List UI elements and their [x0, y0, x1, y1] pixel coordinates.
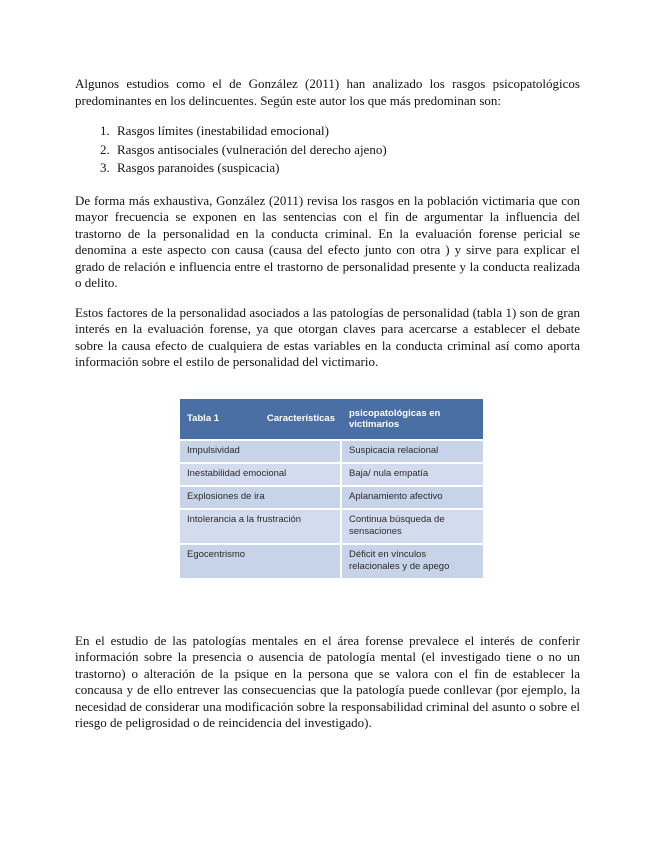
table-cell-victim-trait: Suspicacia relacional — [342, 441, 483, 464]
table-cell-victim-trait: Continua búsqueda de sensaciones — [342, 510, 483, 545]
paragraph-factors: Estos factores de la personalidad asociados a las patologías de personalidad (tabla 1) son de gran interés en la evaluación forense, ya que otorgan claves para acercarse a establecer el debate sobre la causa efecto de cualquiera de estas variables en la conducta criminal así como aporta información sobre el estilo de personalidad del victimario. — [75, 304, 580, 369]
trait-item-antisociales: 2. Rasgos antisociales (vulneración del derecho ajeno) — [113, 141, 580, 160]
table-row — [180, 510, 483, 545]
tabla-1-block — [180, 399, 483, 580]
tabla-1 — [180, 399, 483, 580]
table-header-row — [180, 399, 483, 441]
table-cell-characteristic: Impulsividad — [180, 441, 342, 464]
table-cell-victim-trait: Déficit en vínculos relacionales y de apego — [342, 545, 483, 580]
table-cell-characteristic: Inestabilidad emocional — [180, 464, 342, 487]
table-row — [180, 441, 483, 464]
table-cell-characteristic: Intolerancia a la frustración — [180, 510, 342, 545]
traits-list — [75, 122, 580, 178]
table-row — [180, 487, 483, 510]
table-header-left-cell — [180, 399, 342, 441]
table-cell-characteristic: Explosiones de ira — [180, 487, 342, 510]
trait-item-limites: 1. Rasgos límites (inestabilidad emocional) — [113, 122, 580, 141]
table-header-col2: psicopatológicas en victimarios — [342, 399, 483, 441]
paragraph-forensic: En el estudio de las patologías mentales en el área forense prevalece el interés de conferir información sobre la presencia o ausencia de patología mental (el investigado tiene o no un trastorno) o alteración de la psique en la persona que se valora con el fin de establecer la concausa y de ello entrever las consecuencias que la patología puede conllevar (por ejemplo, la necesidad de considerar una modificación sobre la responsabilidad criminal del asunto o sobre el riesgo de peligrosidad o de reincidencia del investigado). — [75, 632, 580, 730]
table-row — [180, 545, 483, 580]
paragraph-review: De forma más exhaustiva, González (2011) revisa los rasgos en la población victimaria que con mayor frecuencia se exponen en las sentencias con el fin de argumentar la influencia del trastorno de la personalidad en la conducta criminal. En la evaluación forense pericial se denomina a este aspecto con causa (causa del efecto junto con otra ) y sirve para explicar el grado de relación e influencia entre el trastorno de personalidad presente y la conducta realizada o delito. — [75, 192, 580, 290]
paragraph-intro: Algunos estudios como el de González (2011) han analizado los rasgos psicopatológicos predominantes en los delincuentes. Según este autor los que más predominan son: — [75, 76, 580, 108]
table-cell-characteristic: Egocentrismo — [180, 545, 342, 580]
table-row — [180, 464, 483, 487]
table-title: Tabla 1 — [187, 413, 220, 424]
table-cell-victim-trait: Aplanamiento afectivo — [342, 487, 483, 510]
table-cell-victim-trait: Baja/ nula empatía — [342, 464, 483, 487]
table-header-col1: Características — [266, 413, 335, 424]
trait-item-paranoides: 3. Rasgos paranoides (suspicacia) — [113, 159, 580, 178]
